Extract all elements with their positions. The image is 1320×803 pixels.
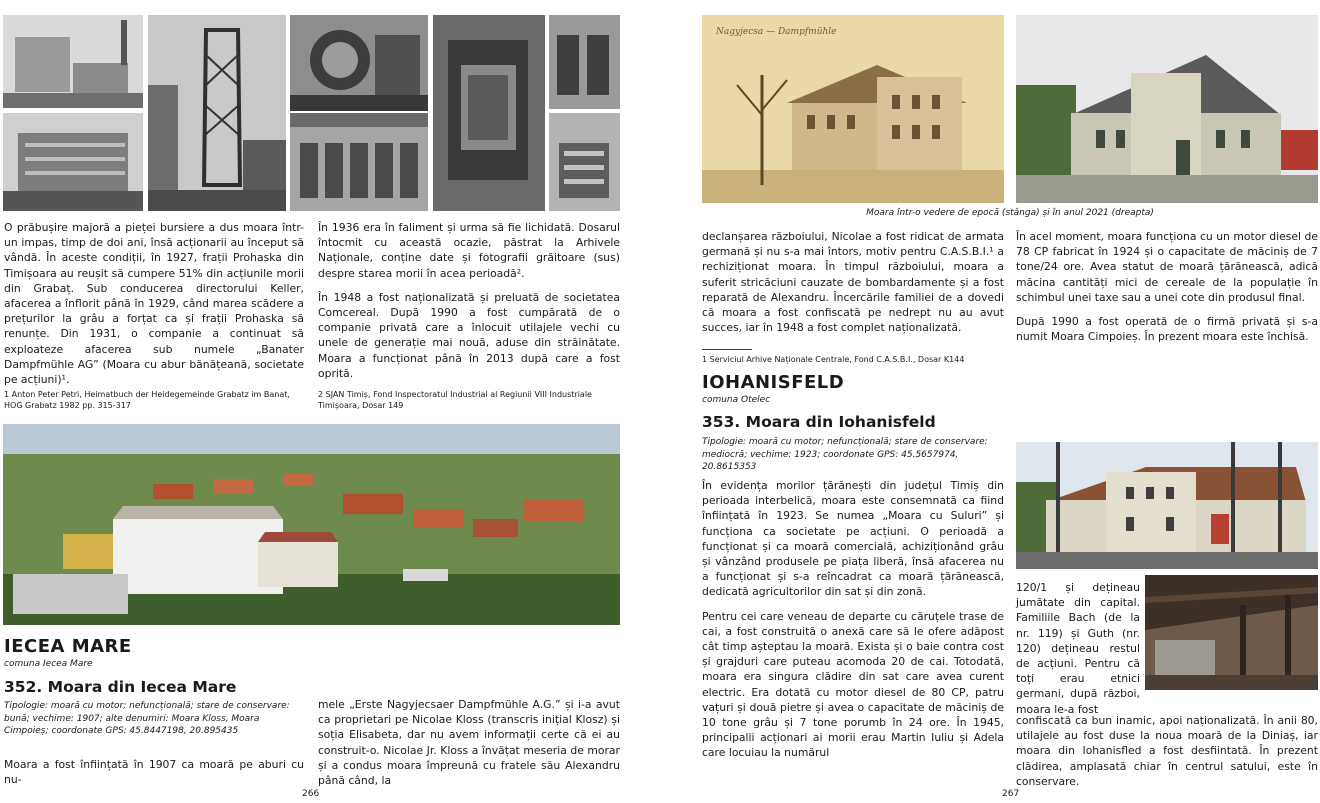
commune-label: comuna Iecea Mare	[4, 659, 93, 669]
postcard-inscription: Nagyjecsa — Dampfmühle	[716, 27, 837, 37]
archive-photo-mill-side	[3, 113, 143, 211]
text-column-2	[1016, 229, 1318, 353]
commune-label: comuna Otelec	[702, 395, 771, 405]
archive-photo-engine-room	[290, 15, 428, 111]
mill-title: 352. Moara din Iecea Mare	[4, 678, 237, 696]
archive-photo-mill-exterior	[3, 15, 143, 108]
archive-photo-rollers	[290, 113, 428, 211]
paragraph: După 1990 a fost operată de o firmă privată și s-a numit Moara Cimpoieș. În prezent moara este închisă.	[1016, 315, 1318, 344]
paragraph: 120/1 și dețineau jumătate din capital. Familiile Bach (de la nr. 119) și Guth (nr. 120) dețineau restul de acțiuni. Pentru că toți erau etnici germani, după război, moara le-a fost	[1016, 581, 1140, 716]
paragraph: În 1948 a fost naționalizată și preluată de societatea Comcereal. După 1990 a fost cumpărată de o companie privată care a înlocuit utilajele vechi cu unele de generație mai nouă, aduse din străinătate. Moara a funcționat până în 2013 după care a fost oprită.	[318, 290, 620, 380]
paragraph: Pentru cei care veneau de departe cu căruțele trase de cai, a fost construită o anexă care să le ofere adăpost cât timp așteptau la moară. Exista și o baie contra cost și grajduri care puteau acomoda 20 de cai. Totodată, moara era singura clădire din sat care avea curent electric. Era dotată cu motor diesel de 80 CP, patru vațuri și două pietre și avea o capacitate de măciniș de 10 tone grâu și 7 tone porumb în 24 ore. În 1945, principalii acționari ai morii erau Martin Iuliu și Adela care locuiau la numărul	[702, 609, 1004, 760]
tail-text	[1016, 713, 1318, 798]
typology: Tipologie: moară cu motor; nefuncțională; stare de conservare: mediocră; vechime: 1923; coordonate GPS: 45.5657974, 20.8615353	[702, 437, 988, 472]
locality-heading: IOHANISFELD	[702, 372, 845, 393]
paragraph: declanșarea războiului, Nicolae a fost ridicat de armata germană și nu s-a mai întors, motiv pentru C.A.S.B.I.¹ a rechiziționat moara. În timpul războiului, moara a suferit stricăciuni cauzate de bombardamente și a fost reparată de Alexandru. Încercările familiei de a dovedi că moara a fost confiscată pe nedrept nu au avut succes, iar în 1948 a fost complet naționalizată.	[702, 230, 1004, 335]
text-column-main	[702, 478, 1004, 770]
paragraph: În evidența morilor țărănești din județul Timiș din perioada interbelică, moara este consemnată ca fiind înființată în 1923. Se numea „Moara cu Suluri” și funcționa ca societate pe acțiuni. O perioadă a funcționat și ca moară comercială, achiziționând grâu și vânzând produsele pe piața liberă, însă afacerea nu a funcționat și s-a reîncadrat ca moară țărănească, dedicată agricultorilor din sat și din zonă.	[702, 479, 1004, 599]
intro-text	[4, 757, 304, 796]
locality-heading: IECEA MARE	[4, 636, 132, 657]
text-column-2b	[318, 697, 620, 797]
page-number: 267	[1002, 789, 1020, 799]
text-column-1	[702, 229, 1004, 344]
paragraph: În 1936 era în faliment și urma să fie lichidată. Dosarul întocmit cu această ocazie, păstrat la Arhivele Naționale, conține date și fotografii grăitoare (sus) despre starea morii în acea perioadă².	[318, 221, 620, 280]
paragraph: mele „Erste Nagyjecsaer Dampfmühle A.G.” și i-a avut ca proprietari pe Nicolae Kloss (transcris inițial Klosz) și soția Elisabeta, dar nu avem informații certe că ei au construit-o. Nicolae Jr. Kloss a învățat meseria de morar și a condus moara împreună cu fratele său Alexandru până când, la	[318, 698, 620, 788]
footnote-1: 1 Serviciul Arhive Naționale Centrale, Fond C.A.S.B.I., Dosar K144	[702, 355, 965, 364]
archive-photo-boiler	[433, 15, 545, 211]
text-column-1	[4, 220, 304, 396]
footnote-2: 2 SJAN Timiș, Fond Inspectoratul Industrial al Regiunii VIII Industriale Timișoara, Dosar 149	[318, 390, 592, 410]
page-number: 266	[302, 789, 320, 799]
photo-caption: Moara într-o vedere de epocă (stânga) și în anul 2021 (dreapta)	[866, 208, 1154, 218]
wrap-text	[1016, 580, 1140, 726]
modern-photo-mill-2021	[1016, 15, 1318, 203]
postcard-photo-mill	[702, 15, 1004, 203]
aerial-photo-iecea-mare	[3, 424, 620, 625]
paragraph: confiscată ca bun inamic, apoi naționalizată. În anii 80, utilajele au fost duse la noua moară de la Diniaș, iar moara din Iohanisfled a fost desfiintată. În prezent clădirea, amplasată chiar în centrul satului, este în conservare.	[1016, 714, 1318, 788]
photo-iohanisfeld-interior	[1145, 575, 1318, 690]
text-column-2	[318, 220, 620, 390]
archive-photo-sifters	[549, 113, 620, 211]
archive-photo-tower	[148, 15, 286, 211]
paragraph: În acel moment, moara funcționa cu un motor diesel de 78 CP fabricat în 1924 și o capacitate de măciniș de 7 tone/24 ore. Avea statut de moară țărănească, adică măcina cantități mici de cereale de la populație în schimbul unei taxe sau a unei cote din produsul final.	[1016, 230, 1318, 304]
paragraph: Moara a fost înființată în 1907 ca moară pe aburi cu nu-	[4, 758, 304, 787]
right-page	[660, 0, 1320, 803]
mill-title: 353. Moara din Iohanisfeld	[702, 413, 936, 431]
archive-photo-machines	[549, 15, 620, 109]
paragraph: O prăbușire majoră a pieței bursiere a dus moara într-un impas, timp de doi ani, însă acționarii au început să vândă. În aceste condiții, în 1927, frații Prohaska din Timișoara au reușit să cumpere 51% din acțiunile morii din Grabaț. Sub conducerea directorului Keller, afacerea a înflorit până în 1929, când marea scădere a prețurilor la grâu a forțat ca și frații Prohaska să renunțe. Din 1931, o companie a continuat să exploateze afacerea sub numele „Banater Dampfmühle AG” (Moara cu abur bănățeană, societate pe acțiuni)¹.	[4, 221, 304, 387]
footnote-divider	[702, 349, 752, 350]
footnote-1: 1 Anton Peter Petri, Heimatbuch der Heidegemeinde Grabatz im Banat, HOG Grabatz 1982 pp. 315-317	[4, 390, 290, 410]
photo-iohanisfeld-exterior	[1016, 442, 1318, 569]
typology: Tipologie: moară cu motor; nefuncțională; stare de conservare: bună; vechime: 1907; alte denumiri: Moara Kloss, Moara Cimpoieș; coordonate GPS: 45.8447198, 20.895435	[4, 701, 290, 736]
